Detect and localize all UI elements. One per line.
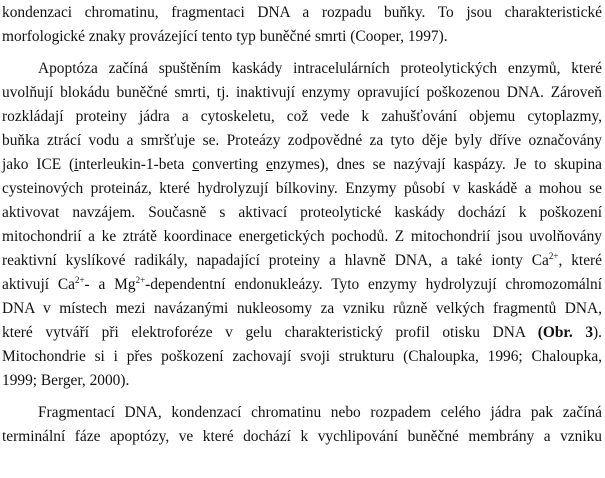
text-line: rozkládají proteiny jádra a cytoskeletu, což vede k zahušťování objemu cytoplazmy, (2, 108, 602, 125)
line-text: -dependentní endonukleázy. Tyto enzymy hydrolyzují chromozomální (145, 276, 602, 293)
text-line: 1999; Berger, 2000). (2, 372, 130, 389)
text-line: terminální fáze apoptózy, ve které dochází k vychlipování buněčné membrány a vzniku (2, 428, 602, 445)
text-line: morfologické znaky provázející tento typ buněčné smrti (Cooper, 1997). (2, 28, 448, 45)
paragraph-first-line: Fragmentací DNA, kondenzací chromatinu nebo rozpadem celého jádra pak začíná (38, 404, 602, 421)
text-line-endonucleases (2, 274, 602, 296)
superscript-charge: 2+ (74, 275, 85, 285)
line-text: aktivují Ca (2, 276, 75, 293)
paragraph-first-line: Apoptóza začíná spuštěním kaskády intracelulárních proteolytických enzymů, které (38, 60, 602, 77)
line-text: nzymes), dnes se nazývají kaspázy. Je to skupina (272, 156, 602, 173)
text-line-ice-definition (2, 154, 602, 176)
underlined-letter: i (74, 156, 79, 173)
text-line: cysteinových proteináz, které hydrolyzují bílkoviny. Enzymy působí v kaskádě a mohou se (2, 180, 602, 197)
line-text: ). (593, 324, 603, 341)
text-line: uvolňují blokádu buněčné smrti, tj. inaktivují enzymy opravující poškozenou DNA. Zároveň (2, 84, 602, 101)
text-line-calcium-ions (2, 250, 602, 272)
line-text: jako ICE ( (2, 156, 75, 173)
text-line-figure-reference (2, 322, 602, 344)
superscript-charge: 2+ (135, 275, 146, 285)
text-line: DNA v místech mezi navázanými nukleosomy za vzniku různě velkých fragmentů DNA, (2, 300, 602, 317)
line-text: - a Mg (84, 276, 136, 293)
text-line: buňka ztrácí vodu a smršťuje se. Proteázy zodpovědné za tyto děje byly dříve označovány (2, 132, 602, 149)
superscript-charge: 2+ (548, 251, 559, 261)
line-text: , které (558, 252, 602, 269)
text-line: kondenzaci chromatinu, fragmentaci DNA a rozpadu buňky. To jsou charakteristické (2, 4, 602, 21)
text-line: mitochondrií a ke ztrátě koordinace energetických pochodů. Z mitochondrií jsou uvolňovány (2, 228, 602, 245)
line-text: které vytváří při elektroforéze v gelu charakteristický profil otisku DNA (2, 324, 538, 341)
underlined-letter: c (192, 156, 200, 173)
line-text: nterleukin-1-beta (78, 156, 193, 173)
underlined-letter: e (265, 156, 273, 173)
text-line: Mitochondrie si i přes poškození zachovají svoji strukturu (Chaloupka, 1996; Chaloupka, (2, 348, 602, 365)
text-line: aktivovat navzájem. Současně s aktivací proteolytické kaskády dochází k poškození (2, 204, 602, 221)
figure-reference: (Obr. 3 (537, 324, 594, 341)
line-text: reaktivní kyslíkové radikály, napadající proteiny a hlavně DNA, a také ionty Ca (2, 252, 549, 269)
line-text: onverting (199, 156, 266, 173)
